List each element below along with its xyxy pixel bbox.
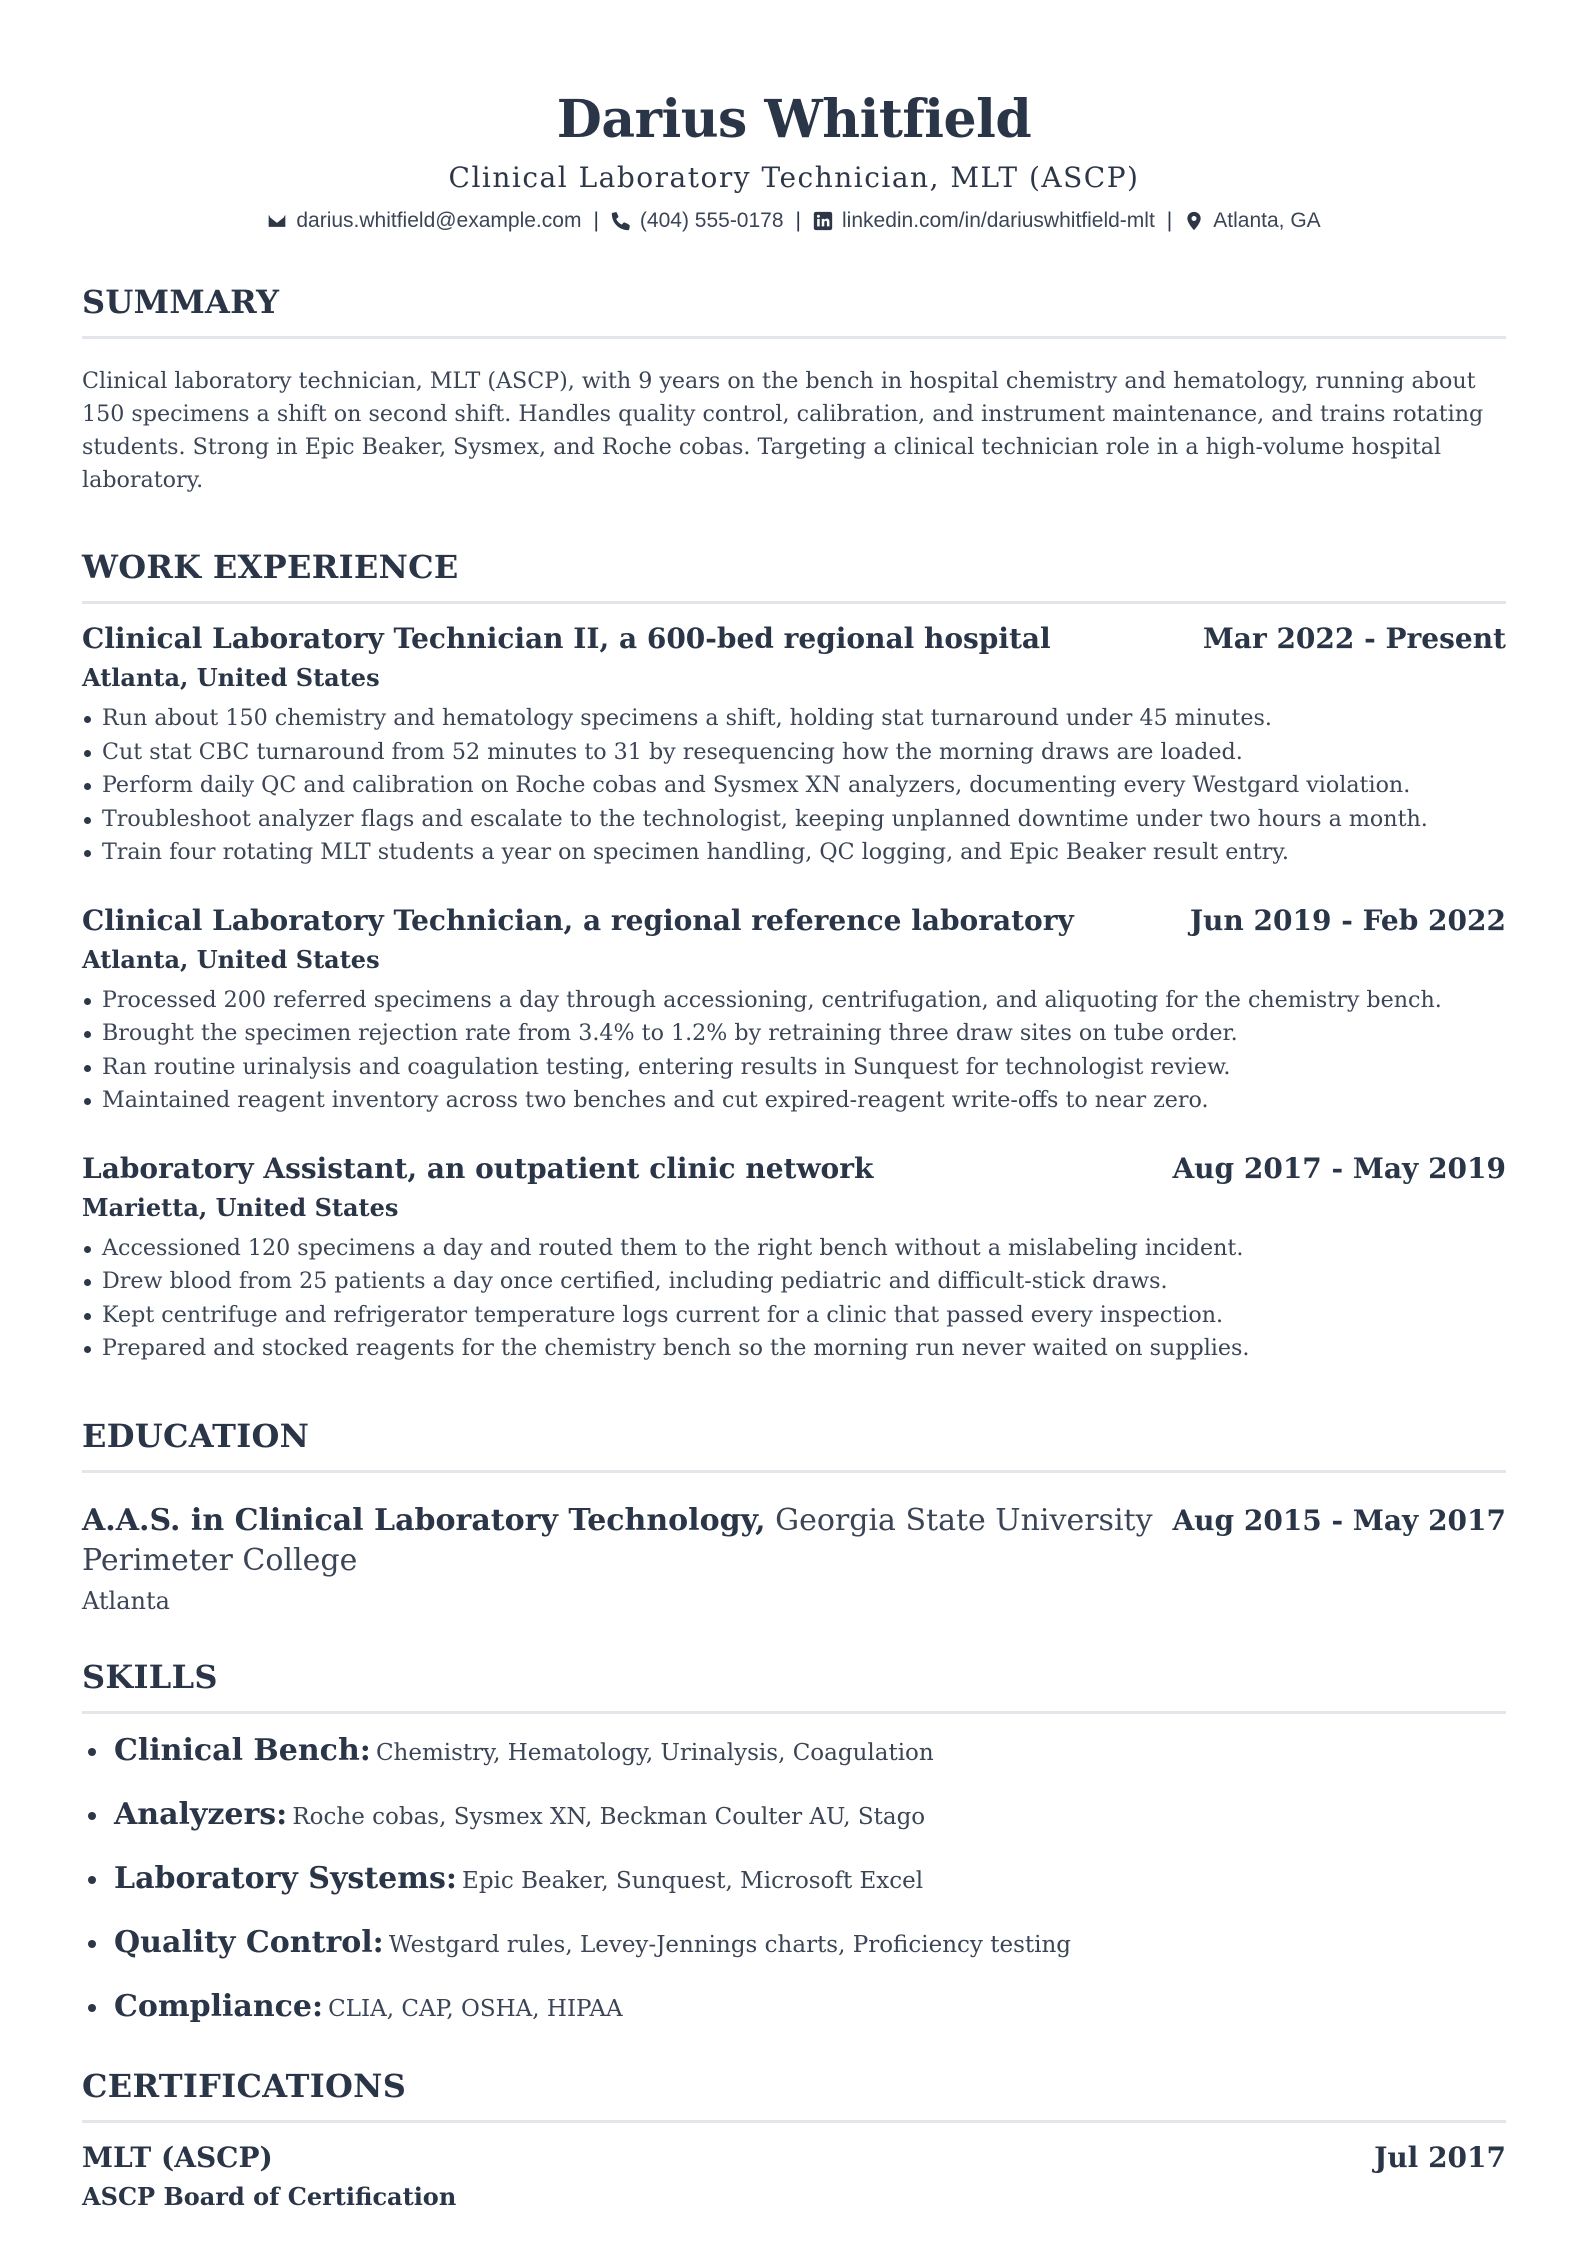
skill-category: Laboratory Systems: <box>114 1860 457 1896</box>
job-bullet: Kept centrifuge and refrigerator temperature logs current for a clinic that passed every inspection. <box>82 1299 1506 1333</box>
skill-item <box>82 1858 1506 1904</box>
contact-separator: | <box>795 209 801 232</box>
education-degree: A.A.S. in Clinical Laboratory Technology, <box>82 1502 766 1538</box>
linkedin-icon <box>813 211 833 231</box>
job-title: Clinical Laboratory Technician, a regional reference laboratory <box>82 903 1074 937</box>
job-bullets <box>82 1232 1506 1366</box>
education-dates: Aug 2015 - May 2017 <box>1172 1503 1506 1537</box>
job-bullet: Troubleshoot analyzer flags and escalate to the technologist, keeping unplanned downtime under two hours a month. <box>82 803 1506 837</box>
candidate-headline: Clinical Laboratory Technician, MLT (ASCP) <box>448 161 1140 194</box>
skill-values: Roche cobas, Sysmex XN, Beckman Coulter AU, Stago <box>292 1803 926 1830</box>
job-bullet: Accessioned 120 specimens a day and routed them to the right bench without a mislabeling incident. <box>82 1232 1506 1266</box>
envelope-icon <box>267 211 287 231</box>
job-location: Marietta, United States <box>82 1192 399 1222</box>
section-title-experience: WORK EXPERIENCE <box>82 547 1506 604</box>
job-bullets <box>82 702 1506 870</box>
candidate-name: Darius Whitfield <box>556 89 1032 150</box>
job-bullet: Train four rotating MLT students a year on specimen handling, QC logging, and Epic Beaker result entry. <box>82 836 1506 870</box>
job-dates: Jun 2019 - Feb 2022 <box>1189 903 1506 937</box>
job-bullets <box>82 984 1506 1118</box>
certification-issuer: ASCP Board of Certification <box>82 2181 457 2211</box>
skill-category: Quality Control: <box>114 1924 384 1960</box>
job-header <box>82 902 1506 940</box>
job-bullet: Processed 200 referred specimens a day through accessioning, centrifugation, and aliquoting for the chemistry bench. <box>82 984 1506 1018</box>
contact-linkedin[interactable] <box>813 206 1155 236</box>
job-header <box>82 1150 1506 1188</box>
skill-item <box>82 1794 1506 1840</box>
resume-header <box>82 88 1506 236</box>
skill-category: Analyzers: <box>114 1796 288 1832</box>
job-title: Laboratory Assistant, an outpatient clinic network <box>82 1151 874 1185</box>
job-bullet: Drew blood from 25 patients a day once certified, including pediatric and difficult-stick draws. <box>82 1265 1506 1299</box>
skill-values: Epic Beaker, Sunquest, Microsoft Excel <box>462 1867 924 1894</box>
skill-item <box>82 1922 1506 1968</box>
contact-separator: | <box>1166 209 1173 232</box>
job-header <box>82 620 1506 658</box>
job-title: Clinical Laboratory Technician II, a 600-bed regional hospital <box>82 622 1051 655</box>
job-bullet: Run about 150 chemistry and hematology specimens a shift, holding stat turnaround under 45 minutes. <box>82 702 1506 736</box>
skill-item <box>82 1730 1506 1776</box>
contact-email-text: darius.whitfield@example.com <box>296 209 582 232</box>
summary-section <box>82 282 1506 497</box>
skill-values: Westgard rules, Levey-Jennings charts, Proficiency testing <box>388 1931 1072 1958</box>
job-dates: Mar 2022 - Present <box>1202 622 1506 655</box>
skill-category: Compliance: <box>114 1988 324 2024</box>
skills-section <box>82 1657 1506 2032</box>
contact-location-text: Atlanta, GA <box>1213 209 1321 232</box>
certification-date: Jul 2017 <box>1374 2140 1506 2174</box>
job-bullet: Perform daily QC and calibration on Roche cobas and Sysmex XN analyzers, documenting every Westgard violation. <box>82 769 1506 803</box>
certifications-section <box>82 2066 1506 2215</box>
contact-linkedin-text: linkedin.com/in/dariuswhitfield-mlt <box>842 209 1155 232</box>
summary-text: Clinical laboratory technician, MLT (ASCP), with 9 years on the bench in hospital chemistry and hematology, running about 150 specimens a shift on second shift. Handles quality control, calibration, and instrument maintenance, and trains rotating students. Strong in Epic Beaker, Sysmex, and Roche cobas. Targeting a clinical technician role in a high-volume hospital laboratory. <box>82 368 1484 493</box>
skill-category: Clinical Bench: <box>114 1732 371 1768</box>
job-bullet: Cut stat CBC turnaround from 52 minutes to 31 by resequencing how the morning draws are loaded. <box>82 736 1506 770</box>
certification-header <box>82 2139 1506 2177</box>
section-title-summary: SUMMARY <box>82 282 1506 339</box>
job-bullet: Prepared and stocked reagents for the chemistry bench so the morning run never waited on supplies. <box>82 1332 1506 1366</box>
job-bullet: Maintained reagent inventory across two benches and cut expired-reagent write-offs to near zero. <box>82 1084 1506 1118</box>
map-pin-icon <box>1184 211 1204 231</box>
job-entry <box>82 902 1506 1118</box>
skill-item <box>82 1986 1506 2032</box>
contact-phone[interactable] <box>611 206 784 236</box>
certification-name: MLT (ASCP) <box>82 2140 273 2174</box>
job-bullet: Brought the specimen rejection rate from 3.4% to 1.2% by retraining three draw sites on tube order. <box>82 1017 1506 1051</box>
job-dates: Aug 2017 - May 2019 <box>1172 1151 1506 1185</box>
job-location: Atlanta, United States <box>82 944 380 974</box>
education-location: Atlanta <box>82 1586 170 1615</box>
contact-location <box>1184 206 1320 236</box>
education-entry <box>82 1501 1506 1619</box>
contact-email[interactable] <box>267 206 581 236</box>
section-title-certifications: CERTIFICATIONS <box>82 2066 1506 2123</box>
phone-icon <box>611 211 631 231</box>
experience-section <box>82 547 1506 1366</box>
job-location: Atlanta, United States <box>82 663 380 692</box>
section-title-education: EDUCATION <box>82 1416 1506 1473</box>
education-degree-line <box>82 1501 1172 1581</box>
certification-entry <box>82 2139 1506 2215</box>
skill-values: CLIA, CAP, OSHA, HIPAA <box>328 1995 623 2022</box>
job-entry <box>82 1150 1506 1366</box>
job-entry <box>82 620 1506 870</box>
education-header <box>82 1501 1506 1581</box>
education-school: Georgia State University Perimeter College <box>82 1502 1153 1578</box>
skill-values: Chemistry, Hematology, Urinalysis, Coagulation <box>375 1739 934 1766</box>
contact-separator: | <box>593 209 599 232</box>
contact-bar <box>82 206 1506 236</box>
education-section <box>82 1416 1506 1619</box>
contact-phone-text: (404) 555-0178 <box>639 209 784 232</box>
section-title-skills: SKILLS <box>82 1657 1506 1714</box>
skills-list <box>82 1730 1506 2032</box>
job-bullet: Ran routine urinalysis and coagulation testing, entering results in Sunquest for technologist review. <box>82 1051 1506 1085</box>
